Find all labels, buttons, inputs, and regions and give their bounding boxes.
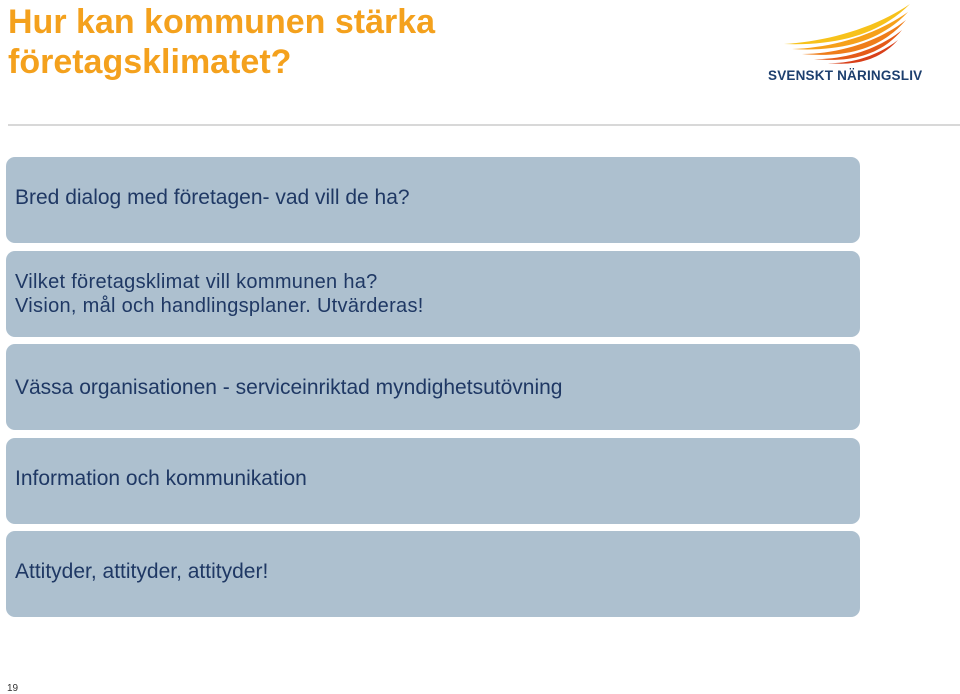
slide-title — [8, 2, 608, 82]
content-box-organisation — [6, 344, 860, 430]
box-text-climate — [15, 270, 850, 318]
box-text-climate-line-2: Vision, mål och handlingsplaner. Utvärderas! — [15, 294, 424, 317]
content-box-dialog — [6, 157, 860, 243]
logo-wordmark: SVENSKT NÄRINGSLIV — [768, 68, 923, 83]
slide-title-line-1: Hur kan kommunen stärka — [8, 3, 436, 41]
box-text-organisation: Vässa organisationen - serviceinriktad myndighetsutövning — [15, 376, 563, 399]
header-divider — [8, 124, 960, 126]
box-text-attitudes: Attityder, attityder, attityder! — [15, 560, 269, 583]
content-box-information — [6, 438, 860, 524]
page-number: 19 — [7, 683, 19, 694]
content-boxes — [6, 157, 860, 625]
box-text-dialog: Bred dialog med företagen- vad vill de ha? — [15, 186, 410, 209]
content-box-attitudes — [6, 531, 860, 617]
box-text-information: Information och kommunikation — [15, 466, 307, 490]
content-box-climate — [6, 251, 860, 337]
wing-logo-icon — [782, 2, 914, 66]
box-text-climate-line-1: Vilket företagsklimat vill kommunen ha? — [15, 270, 378, 293]
company-logo — [760, 2, 940, 86]
slide-title-line-2: företagsklimatet? — [8, 43, 292, 81]
